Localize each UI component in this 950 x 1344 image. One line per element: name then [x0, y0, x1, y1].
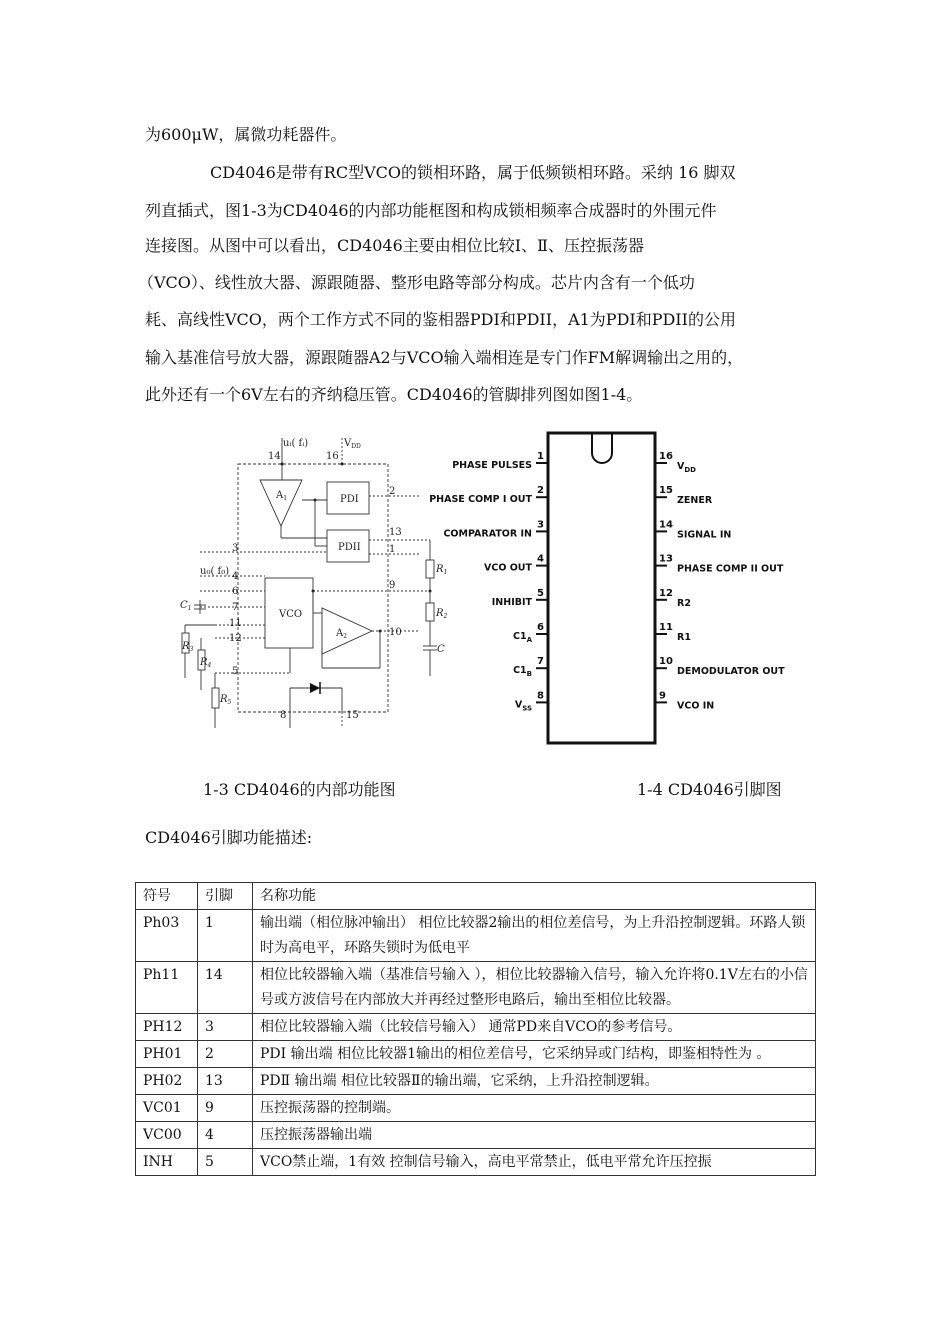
pin-number: 14	[659, 519, 673, 531]
pin-number: 2	[537, 485, 544, 497]
pin-label: 13	[389, 527, 402, 538]
pin-number: 5	[537, 587, 544, 599]
label-c1: $C_1$	[180, 600, 192, 612]
pin-number: 4	[537, 553, 544, 565]
pin-label: 7	[232, 602, 239, 613]
fig3-caption: 1-3 CD4046的内部功能图	[203, 780, 396, 799]
pin-name: R2	[677, 597, 691, 609]
table-cell: 2	[198, 1041, 253, 1068]
table-row	[136, 1014, 816, 1041]
cd4046-pinout-diagram	[429, 425, 790, 755]
pin-label: 15	[346, 710, 359, 721]
label-r4: $R_4$	[200, 657, 212, 669]
pin-name: VCO OUT	[484, 562, 532, 574]
pin-label: 16	[326, 451, 339, 462]
pin-name: VCO IN	[677, 700, 715, 712]
table-row	[136, 1149, 816, 1176]
table-cell: 压控振荡器的控制端。	[253, 1095, 816, 1122]
pin-number: 3	[537, 519, 544, 531]
label-r1: $R_1$	[436, 564, 448, 576]
table-row	[136, 962, 816, 1014]
table-cell: 9	[198, 1095, 253, 1122]
table-cell: PH12	[136, 1014, 198, 1041]
paragraph-line: 为600μW，属微功耗器件。	[145, 125, 347, 144]
paragraph-line: CD4046是带有RC型VCO的锁相环路，属于低频锁相环路。采纳 16 脚双	[210, 163, 736, 182]
paragraph-line: 列直插式，图1-3为CD4046的内部功能框图和构成锁相频率合成器时的外围元件	[145, 201, 717, 220]
pin-name: $C1_B$	[513, 665, 532, 679]
table-cell: 13	[198, 1068, 253, 1095]
pin-number: 11	[659, 622, 673, 633]
pin-number: 16	[659, 451, 673, 462]
zener-diode-icon	[310, 682, 320, 694]
header-cell: 引脚	[198, 883, 253, 910]
table-cell: VC01	[136, 1095, 198, 1122]
pin-number: 15	[659, 485, 673, 497]
label-vdd: $V_{DD}$	[344, 438, 361, 450]
notch-icon	[592, 433, 612, 463]
pin-name: ZENER	[677, 495, 713, 507]
table-row	[136, 1068, 816, 1095]
label-ui: uᵢ( fᵢ)	[283, 438, 309, 449]
pin-13	[655, 554, 784, 575]
pin-1	[452, 451, 548, 471]
pin-12	[655, 588, 691, 609]
pin-function-table	[135, 882, 816, 1176]
table-cell: PH02	[136, 1068, 198, 1095]
table-cell: 输出端（相位脉冲输出） 相位比较器2输出的相位差信号，为上升沿控制逻辑。环路人锁时为高电平，环路失锁时为低电平	[253, 910, 816, 962]
pin-label: 6	[232, 586, 239, 597]
paragraph-line: 输入基准信号放大器，源跟随器A2与VCO输入端相连是专门作FM解调输出之用的，	[145, 348, 744, 367]
label-r3: $R_3$	[182, 641, 194, 653]
table-cell: 14	[198, 962, 253, 1014]
label-c: C	[437, 644, 445, 655]
pin-label: 10	[389, 627, 402, 638]
table-header-row	[136, 883, 816, 910]
label-r2: $R_2$	[436, 608, 448, 620]
label-r5: $R_5$	[220, 694, 232, 706]
label-a2: $A_2$	[336, 628, 348, 640]
table-cell: PH01	[136, 1041, 198, 1068]
pin-number: 10	[659, 656, 673, 668]
pin-name: $C1_A$	[512, 631, 532, 644]
table-cell: Ph11	[136, 962, 198, 1014]
label-pdi: PDI	[340, 494, 359, 505]
table-cell: VCO禁止端，1有效 控制信号输入，高电平常禁止，低电平常允许压控振	[253, 1149, 816, 1176]
pin-name: PHASE COMP I OUT	[429, 494, 532, 506]
pin-15	[655, 485, 713, 506]
pin-11	[655, 622, 691, 643]
pin-14	[655, 519, 731, 540]
pin-name: $V_{SS}$	[514, 699, 532, 713]
pin-name: DEMODULATOR OUT	[677, 666, 785, 678]
pin-16	[655, 451, 696, 474]
pin-name: INHIBIT	[491, 596, 532, 608]
table-cell: 5	[198, 1149, 253, 1176]
table-row	[136, 910, 816, 962]
header-cell: 符号	[136, 883, 198, 910]
table-title: CD4046引脚功能描述:	[145, 828, 313, 847]
pin-name: PHASE PULSES	[452, 460, 532, 471]
pin-number: 9	[659, 690, 666, 702]
table-cell: 3	[198, 1014, 253, 1041]
paragraph-line: （VCO）、线性放大器、源跟随器、整形电路等部分构成。芯片内含有一个低功	[138, 273, 695, 292]
pin-number: 1	[537, 451, 544, 462]
pin-2	[429, 485, 548, 505]
table-cell: 相位比较器输入端（比较信号输入） 通常PD来自VCO的参考信号。	[253, 1014, 816, 1041]
table-cell: VC00	[136, 1122, 198, 1149]
fig4-caption: 1-4 CD4046引脚图	[637, 780, 782, 799]
pin-4	[484, 554, 548, 574]
pin-10	[655, 656, 785, 677]
pin-name: SIGNAL IN	[677, 529, 732, 541]
pin-7	[513, 656, 548, 678]
pin-label: 9	[389, 580, 396, 591]
table-cell: 4	[198, 1122, 253, 1149]
paragraph-line: 耗、高线性VCO，两个工作方式不同的鉴相器PDI和PDII，A1为PDI和PDII的公用	[145, 310, 736, 329]
paragraph-line: 此外还有一个6V左右的齐纳稳压管。CD4046的管脚排列图如图1-4。	[145, 385, 643, 404]
pin-number: 7	[537, 656, 544, 668]
pin-name: $V_{DD}$	[677, 461, 696, 474]
pin-label: 8	[280, 710, 287, 721]
pin-number: 6	[537, 622, 544, 633]
pin-5	[492, 588, 548, 608]
pin-number: 13	[659, 553, 673, 565]
table-row	[136, 1095, 816, 1122]
table-cell: INH	[136, 1149, 198, 1176]
pin-6	[513, 622, 548, 644]
pin-label: 2	[389, 486, 396, 497]
pin-name: COMPARATOR IN	[443, 528, 532, 540]
pin-label: 1	[389, 544, 396, 555]
table-row	[136, 1041, 816, 1068]
pin-label: 11	[229, 618, 242, 629]
pin-name: R1	[677, 632, 691, 643]
pin-8	[515, 690, 548, 712]
label-pdii: PDII	[338, 542, 361, 553]
label-uo: u₀( f₀)	[200, 566, 230, 577]
header-cell: 名称功能	[253, 883, 816, 910]
pin-label: 5	[232, 666, 239, 677]
table-cell: PDⅠ 输出端 相位比较器1输出的相位差信号，它采纳异或门结构，即鉴相特性为 。	[253, 1041, 816, 1068]
table-cell: 1	[198, 910, 253, 962]
table-row	[136, 1122, 816, 1149]
pin-3	[443, 519, 548, 539]
cd4046-block-diagram	[160, 428, 450, 743]
pin-label: 3	[232, 543, 239, 554]
table-cell: PDⅡ 输出端 相位比较器Ⅱ的输出端，它采纳，上升沿控制逻辑。	[253, 1068, 816, 1095]
pin-label: 4	[232, 571, 239, 582]
pin-name: PHASE COMP II OUT	[677, 563, 784, 575]
pin-number: 12	[659, 587, 673, 599]
pin-9	[655, 690, 714, 711]
pin-label: 14	[268, 451, 281, 462]
pin-label: 12	[229, 633, 242, 644]
label-vco: VCO	[279, 609, 303, 620]
paragraph-line: 连接图。从图中可以看出，CD4046主要由相位比较Ⅰ、Ⅱ、压控振荡器	[145, 236, 644, 255]
table-cell: 压控振荡器输出端	[253, 1122, 816, 1149]
table-cell: Ph03	[136, 910, 198, 962]
pin-number: 8	[537, 690, 544, 702]
table-cell: 相位比较器输入端（基准信号输入 ），相位比较器输入信号，输入允许将0.1V左右的小信号或方波信号在内部放大并再经过整形电路后，输出至相位比较器。	[253, 962, 816, 1014]
label-a1: $A_1$	[276, 490, 288, 502]
